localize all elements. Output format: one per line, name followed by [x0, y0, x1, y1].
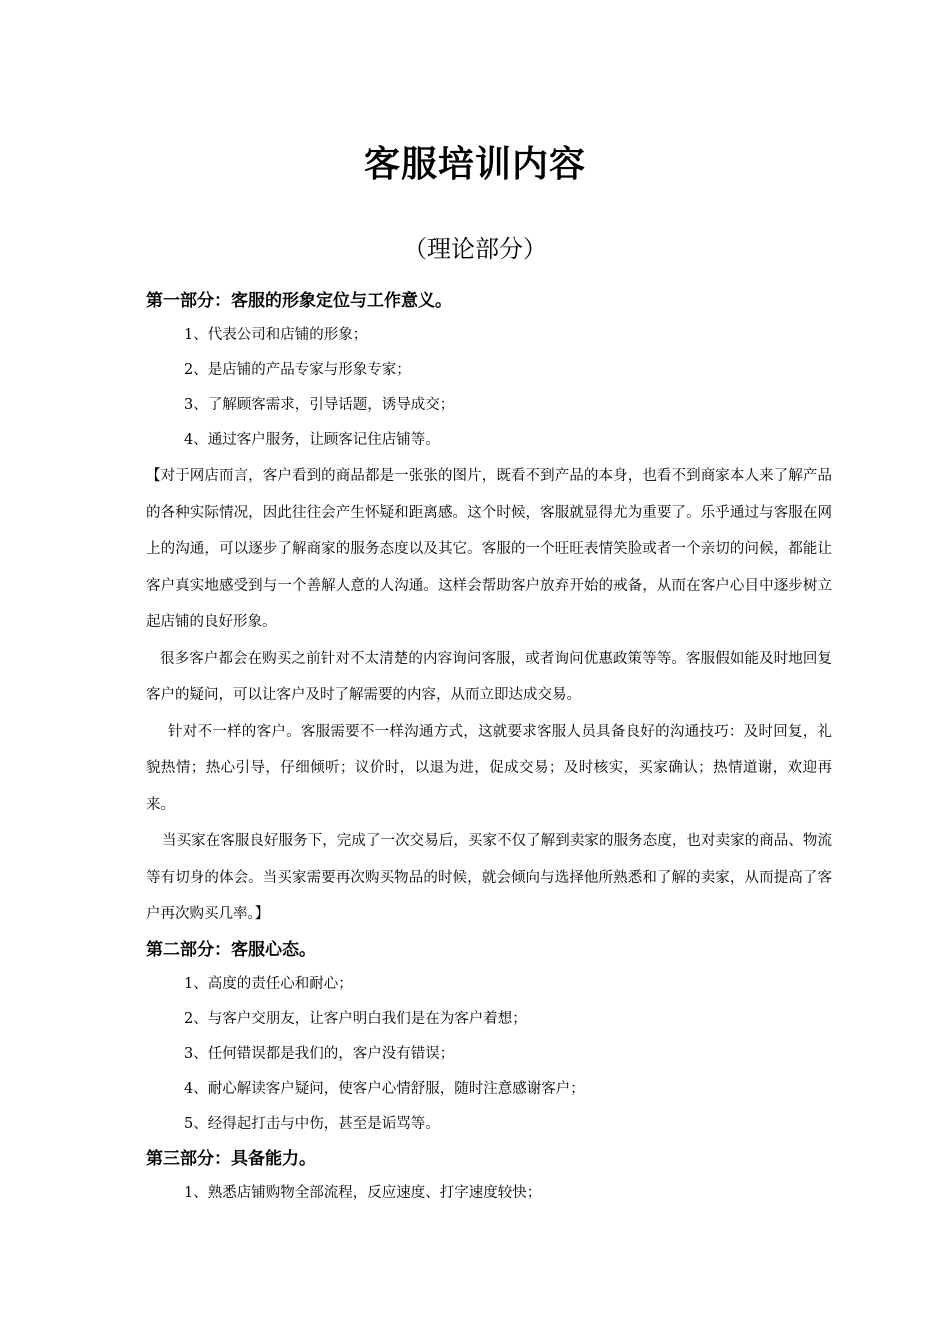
list-item: 2、与客户交朋友，让客户明白我们是在为客户着想；	[184, 1010, 527, 1027]
section-1-paragraph: 很多客户都会在购买之前针对不太清楚的内容询问客服，或者询问优惠政策等等。客服假如能及时地回复客户的疑问，可以让客户及时了解需要的内容，从而立即达成交易。	[146, 650, 832, 703]
section-1-paragraph: 【对于网店而言，客户看到的商品都是一张张的图片，既看不到产品的本身，也看不到商家本人来了解产品的各种实际情况，因此往往会产生怀疑和距离感。这个时候，客服就显得尤为重要了。乐乎通过与客服在网上的沟通，可以逐步了解商家的服务态度以及其它。客服的一个旺旺表情笑脸或者一个亲切的问候，都能让客户真实地感受到与一个善解人意的人沟通。这样会帮助客户放弃开始的戒备，从而在客户心目中逐步树立起店铺的良好形象。	[146, 468, 832, 630]
list-item: 1、熟悉店铺购物全部流程，反应速度、打字速度较快；	[184, 1184, 542, 1201]
list-item: 1、代表公司和店铺的形象；	[184, 327, 368, 343]
list-item: 4、耐心解读客户疑问，使客户心情舒服，随时注意感谢客户；	[184, 1080, 585, 1097]
section-3-heading: 第三部分：具备能力。	[146, 1148, 316, 1169]
section-1-paragraph: 当买家在客服良好服务下，完成了一次交易后，买家不仅了解到卖家的服务态度，也对卖家的商品、物流等有切身的体会。当买家需要再次购买物品的时候，就会倾向与选择他所熟悉和了解的卖家，从而提高了客户再次购买几率。】	[146, 833, 832, 922]
list-item: 1、高度的责任心和耐心；	[184, 975, 353, 992]
document-body	[146, 284, 832, 1211]
list-item: 5、经得起打击与中伤，甚至是诟骂等。	[184, 1115, 440, 1132]
list-item: 4、通过客户服务，让顾客记住店铺等。	[184, 432, 440, 448]
list-item: 3、了解顾客需求，引导话题，诱导成交；	[184, 397, 455, 413]
section-2-heading: 第二部分：客服心态。	[146, 939, 316, 960]
section-1-paragraph: 针对不一样的客户。客服需要不一样沟通方式，这就要求客服人员具备良好的沟通技巧：及时回复，礼貌热情；热心引导，仔细倾听；议价时，以退为进，促成交易；及时核实，买家确认；热情道谢，欢迎再来。	[146, 723, 832, 813]
section-1-heading: 第一部分：客服的形象定位与工作意义。	[146, 291, 452, 311]
document-title: 客服培训内容	[363, 144, 586, 185]
list-item: 3、任何错误都是我们的，客户没有错误；	[184, 1045, 455, 1062]
list-item: 2、是店铺的产品专家与形象专家；	[184, 362, 411, 378]
document-subtitle: （理论部分）	[403, 235, 547, 263]
